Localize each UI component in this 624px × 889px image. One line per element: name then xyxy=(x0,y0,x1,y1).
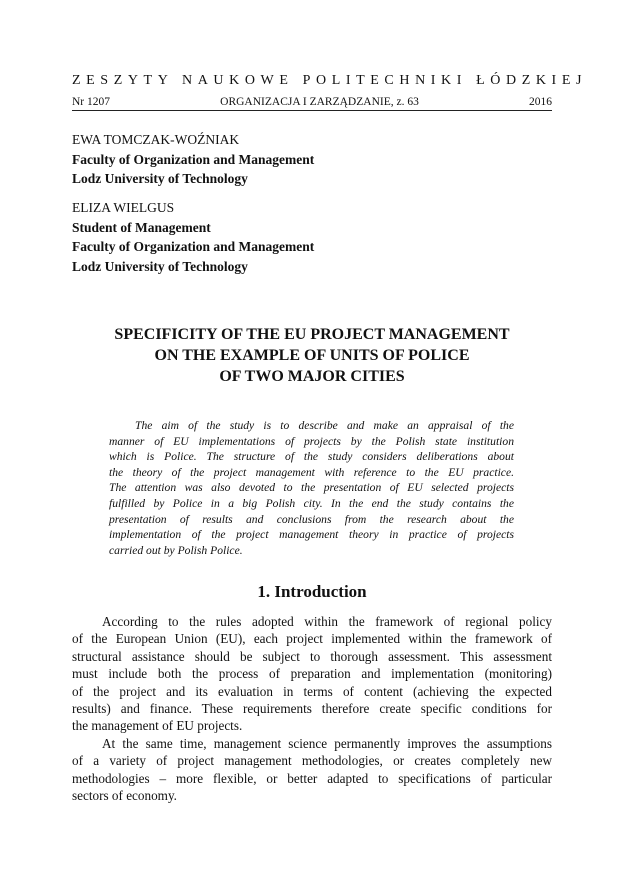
author-block-2 xyxy=(72,198,552,276)
body-line: methodologies – more flexible, or better adapted to specifications of particular xyxy=(72,770,552,786)
author-name: EWA TOMCZAK-WOŹNIAK xyxy=(72,132,240,147)
paper-title xyxy=(72,324,552,387)
series-info: ORGANIZACJA I ZARZĄDZANIE, z. 63 xyxy=(220,96,419,108)
author-affiliation-line: Lodz University of Technology xyxy=(72,171,248,186)
body-line: of a variety of project management methodologies, or creates completely new xyxy=(72,753,552,769)
abstract-line: fulfilled by Police in a big Polish city. In the end the study contains the xyxy=(109,496,514,510)
paper-title-line: ON THE EXAMPLE OF UNITS OF POLICE xyxy=(154,347,470,364)
abstract-line: implementation of the project management theory in practice of projects xyxy=(109,528,514,542)
body-line: sectors of economy. xyxy=(72,788,177,804)
paper-title-line: SPECIFICITY OF THE EU PROJECT MANAGEMENT xyxy=(114,326,510,343)
abstract-line: the theory of the project management with reference to the EU practice. xyxy=(109,465,514,479)
body-line: must include both the process of preparation and implementation (monitoring) xyxy=(72,666,552,682)
author-name: ELIZA WIELGUS xyxy=(72,200,175,215)
body-line: the management of EU projects. xyxy=(72,718,243,734)
author-affiliation-line: Student of Management xyxy=(72,219,211,235)
header-divider xyxy=(72,110,552,111)
issue-year: 2016 xyxy=(528,96,552,108)
journal-title: ZESZYTY NAUKOWE POLITECHNIKI ŁÓDZKIEJ xyxy=(72,73,588,88)
paper-title-line: OF TWO MAJOR CITIES xyxy=(219,368,405,385)
issue-number: Nr 1207 xyxy=(72,96,111,108)
body-line: At the same time, management science permanently improves the assumptions xyxy=(102,735,552,751)
author-affiliation-line: Faculty of Organization and Management xyxy=(72,151,315,167)
section-body xyxy=(72,613,552,804)
section-heading: 1. Introduction xyxy=(257,582,367,601)
abstract-line: presentation of results and conclusions from the research about the xyxy=(109,512,514,526)
body-line: of the European Union (EU), each project implemented within the framework of xyxy=(72,631,552,647)
abstract xyxy=(109,418,514,558)
abstract-line: which is Police. The structure of the study considers deliberations about xyxy=(109,450,514,464)
abstract-line: carried out by Polish Police. xyxy=(109,543,243,557)
body-line: structural assistance should be subject to thorough assessment. This assessment xyxy=(72,648,552,664)
abstract-line: The attention was also devoted to the presentation of EU selected projects xyxy=(109,481,514,495)
abstract-line: manner of EU implementations of projects by the Polish state institution xyxy=(109,434,514,448)
author-affiliation-line: Lodz University of Technology xyxy=(72,258,248,274)
author-block-1 xyxy=(72,130,552,189)
issue-info-row xyxy=(72,96,552,108)
body-line: of the project and its evaluation in terms of content (achieving the expected xyxy=(72,683,552,699)
body-line: According to the rules adopted within the framework of regional policy xyxy=(102,614,552,629)
abstract-line: The aim of the study is to describe and make an appraisal of the xyxy=(135,419,514,432)
body-line: results) and finance. These requirements therefore create specific conditions for xyxy=(72,701,552,717)
author-affiliation-line: Faculty of Organization and Management xyxy=(72,239,315,254)
